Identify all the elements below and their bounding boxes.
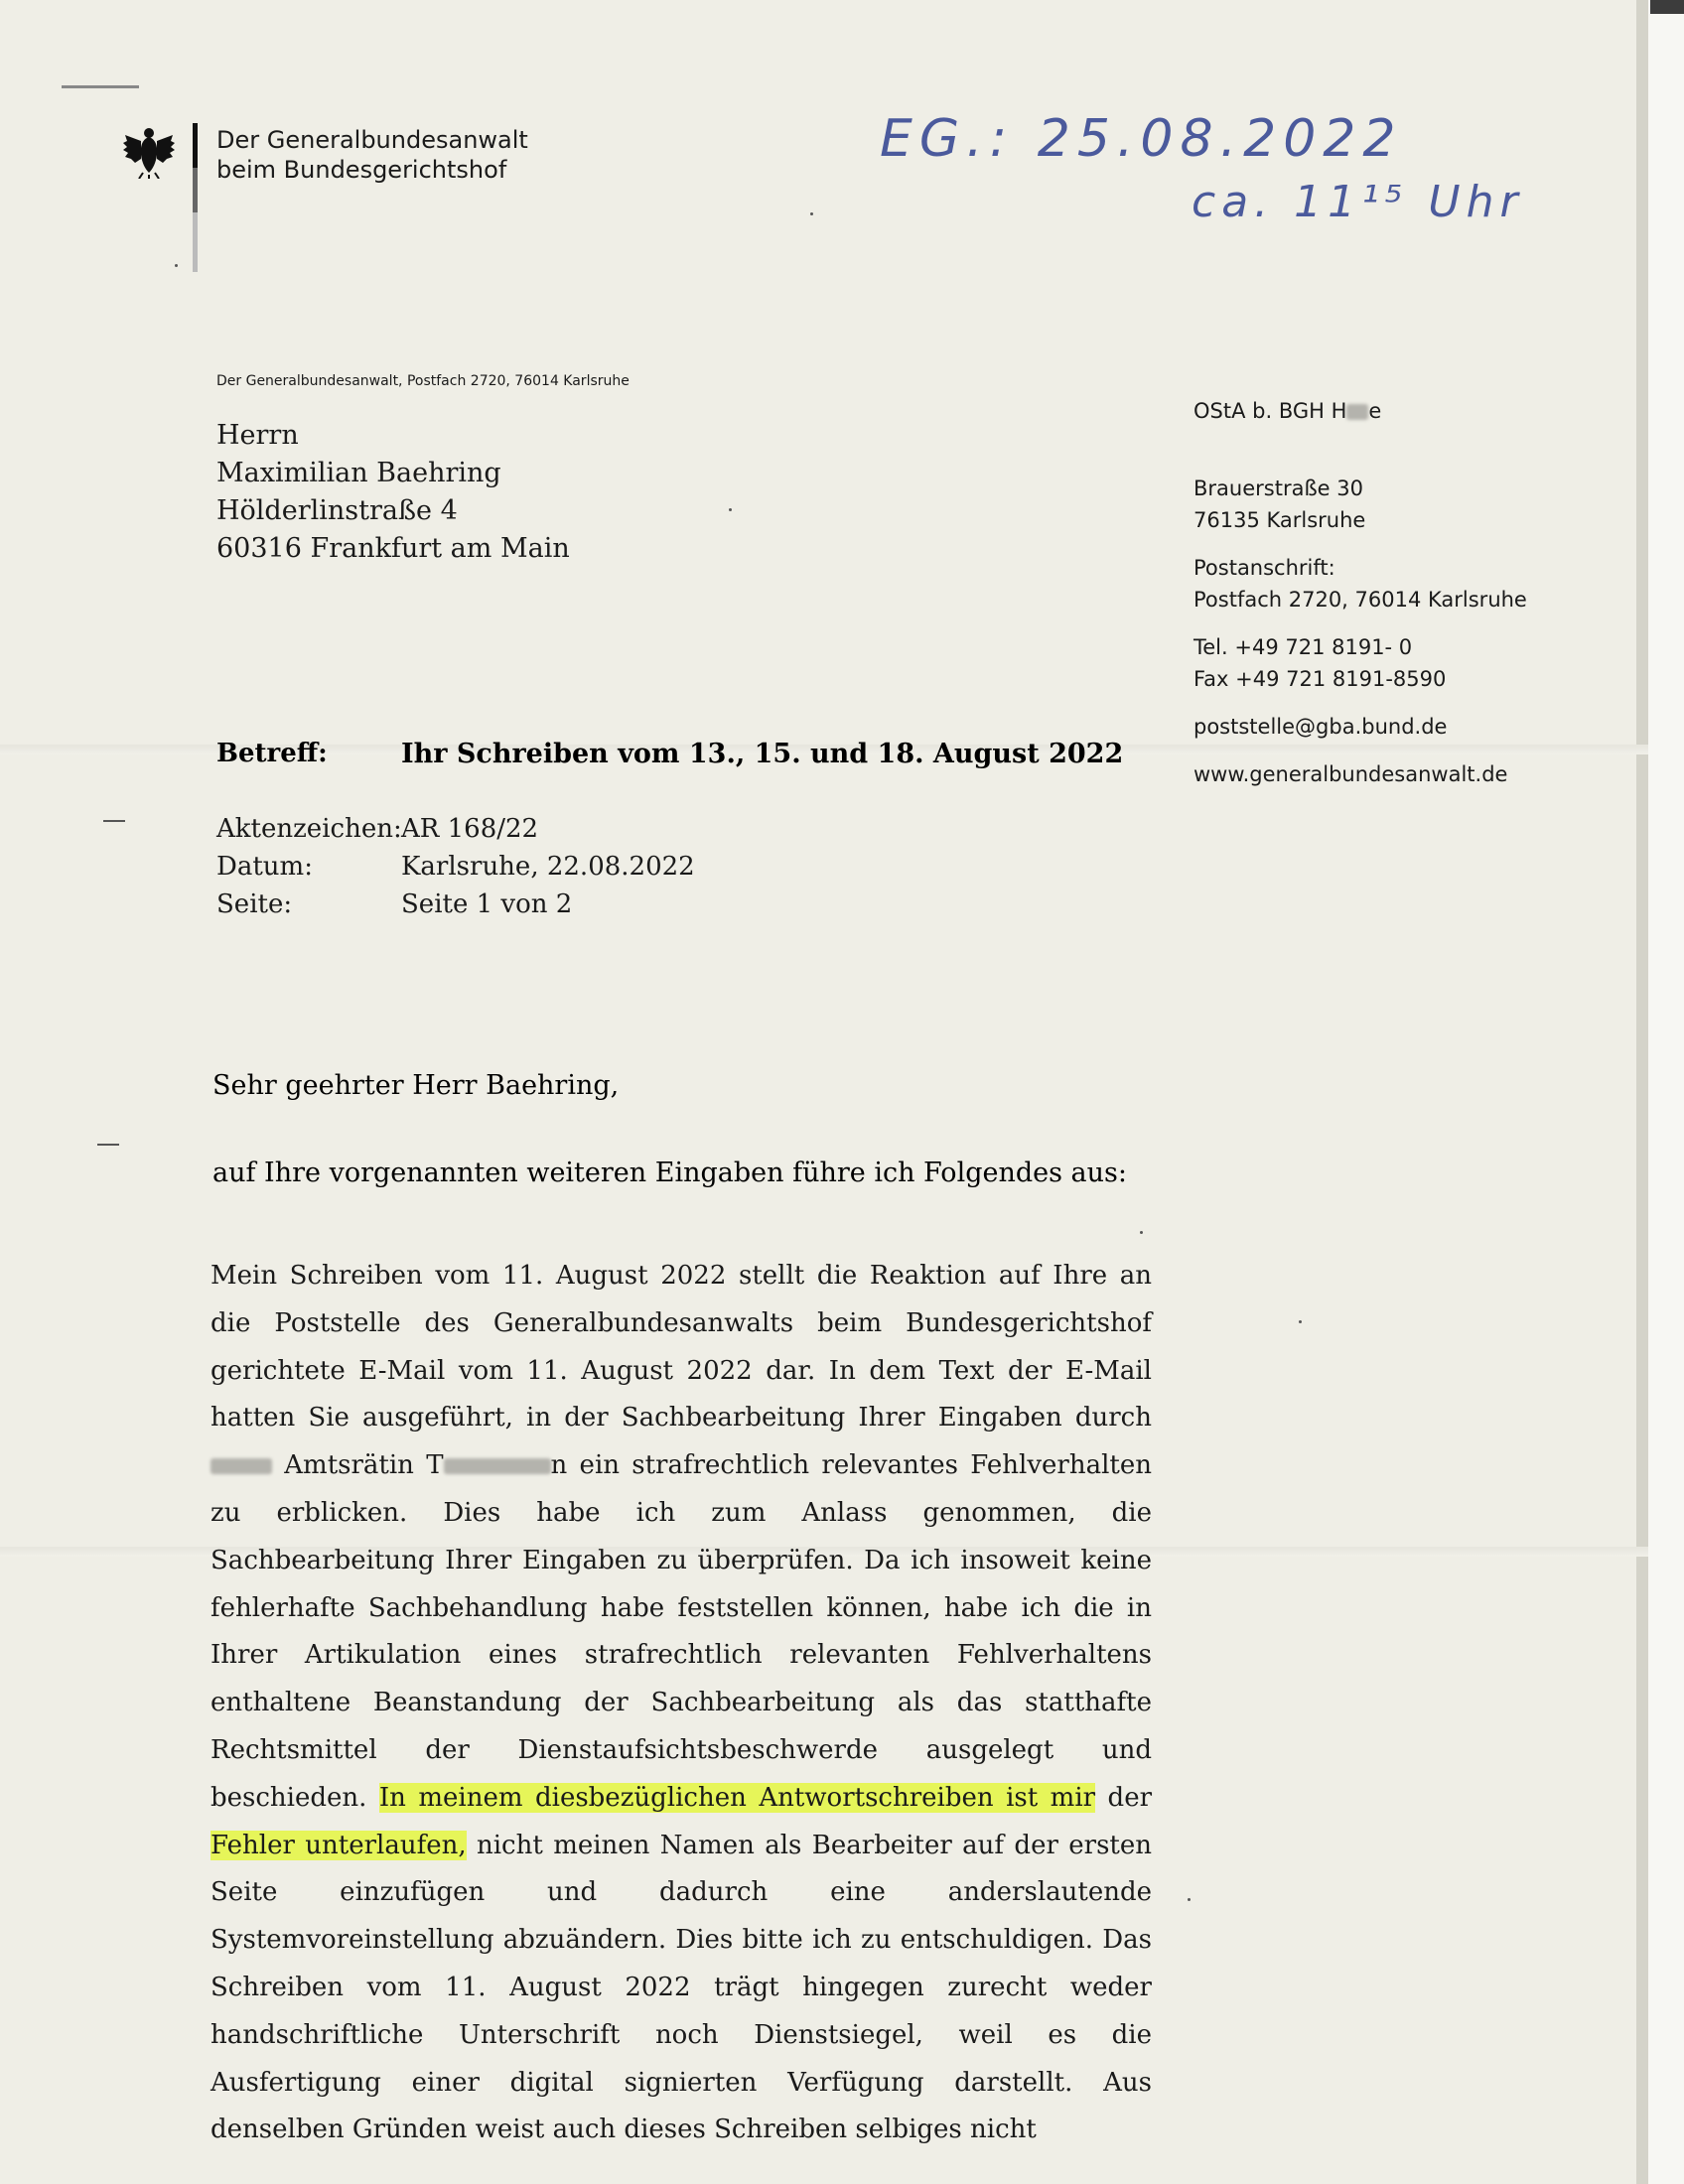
highlighted-text-2: Fehler unterlaufen, — [210, 1830, 467, 1860]
page-label: Seite: — [216, 889, 293, 919]
speck — [1140, 1231, 1143, 1234]
handwritten-receipt-time: ca. 11¹⁵ Uhr — [1192, 177, 1524, 227]
office-city: 76135 Karlsruhe — [1193, 508, 1366, 532]
authority-name-line2: beim Bundesgerichtshof — [216, 156, 507, 184]
subject-value: Ihr Schreiben vom 13., 15. und 18. August 2022 — [401, 739, 1124, 769]
subject-label: Betreff: — [216, 739, 328, 768]
federal-eagle-icon — [121, 123, 177, 179]
office-address — [1193, 473, 1365, 536]
recipient-address — [216, 417, 570, 568]
phone-number: Tel. +49 721 8191- 0 — [1193, 635, 1413, 659]
scan-corner — [1650, 0, 1684, 14]
letter-body-paragraph — [210, 1253, 1152, 2154]
authority-name — [216, 125, 528, 185]
postal-value: Postfach 2720, 76014 Karlsruhe — [1193, 588, 1527, 612]
file-number-label: Aktenzeichen: — [216, 814, 402, 844]
top-mark — [62, 85, 139, 88]
letterhead-bar — [193, 123, 198, 272]
clerk-line — [1193, 395, 1381, 427]
redaction — [1346, 404, 1368, 420]
recipient-street: Hölderlinstraße 4 — [216, 495, 458, 526]
recipient-name: Maximilian Baehring — [216, 458, 501, 488]
highlighted-text: In meinem diesbezüglichen Antwortschreiben ist mir — [378, 1782, 1096, 1813]
clerk-prefix: OStA b. BGH H — [1193, 399, 1347, 423]
redaction — [210, 1458, 272, 1474]
speck — [729, 508, 732, 511]
scan-background — [1648, 0, 1684, 2184]
sender-return-line: Der Generalbundesanwalt, Postfach 2720, 76014 Karlsruhe — [216, 373, 630, 389]
letter-greeting: Sehr geehrter Herr Baehring, — [212, 1070, 620, 1101]
speck — [1188, 1898, 1191, 1901]
paragraph-part-5: nicht meinen Namen als Bearbeiter auf der ersten Seite einzufügen und dadurch eine anderslautende Systemvoreinstellung abzuändern. Dies bitte ich zu entschuldigen. Das Schreiben vom 11. August 2022 trägt hingegen zurecht weder handschriftliche Unterschrift noch Dienstsiegel, weil es die Ausfertigung einer digital signierten Verfügung darstellt. Aus denselben Gründen weist auch dieses Schreiben selbiges nicht — [210, 1830, 1153, 2145]
phone-fax — [1193, 631, 1446, 695]
file-number-value: AR 168/22 — [401, 814, 539, 844]
email-address: poststelle@gba.bund.de — [1193, 715, 1448, 739]
paragraph-part-1: Mein Schreiben vom 11. August 2022 stellt die Reaktion auf Ihre an die Poststelle des Generalbundesanwalts beim Bundesgerichtshof gerichtete E-Mail vom 11. August 2022 dar. In dem Text der E-Mail hatten Sie ausgeführt, in der Sachbearbeitung Ihrer Eingaben durch — [210, 1261, 1152, 1433]
redaction — [444, 1458, 551, 1474]
page-value: Seite 1 von 2 — [401, 889, 573, 919]
website-url: www.generalbundesanwalt.de — [1193, 762, 1508, 786]
reference-block — [216, 810, 695, 923]
speck — [1299, 1320, 1302, 1323]
punch-mark — [97, 1144, 119, 1146]
clerk-suffix: e — [1368, 399, 1382, 423]
date-value: Karlsruhe, 22.08.2022 — [401, 852, 695, 882]
date-label: Datum: — [216, 852, 313, 882]
page-shadow-edge — [1636, 0, 1648, 2184]
handwritten-receipt-date: EG.: 25.08.2022 — [880, 109, 1403, 169]
recipient-city: 60316 Frankfurt am Main — [216, 533, 570, 564]
speck — [175, 264, 178, 267]
recipient-salutation: Herrn — [216, 420, 299, 451]
fax-number: Fax +49 721 8191-8590 — [1193, 667, 1447, 691]
letter-intro: auf Ihre vorgenannten weiteren Eingaben führe ich Folgendes aus: — [212, 1158, 1127, 1188]
postal-label: Postanschrift: — [1193, 556, 1335, 580]
paragraph-part-2: Amtsrätin T — [284, 1450, 444, 1481]
paragraph-part-4: der — [1107, 1782, 1153, 1813]
office-street: Brauerstraße 30 — [1193, 477, 1363, 500]
speck — [810, 212, 813, 215]
paragraph-part-3: n ein strafrechtlich relevantes Fehlverhalten zu erblicken. Dies habe ich zum Anlass genommen, die Sachbearbeitung Ihrer Eingaben zu überprüfen. Da ich insoweit keine fehlerhafte Sachbehandlung habe feststellen können, habe ich die in Ihrer Artikulation eines strafrechtlich relevanten Fehlverhaltens enthaltene Beanstandung der Sachbearbeitung als das statthafte Rechtsmittel der Dienstaufsichtsbeschwerde ausgelegt und beschieden. — [210, 1450, 1152, 1813]
fold-mark — [103, 820, 125, 822]
postal-address — [1193, 552, 1527, 615]
authority-name-line1: Der Generalbundesanwalt — [216, 126, 528, 154]
